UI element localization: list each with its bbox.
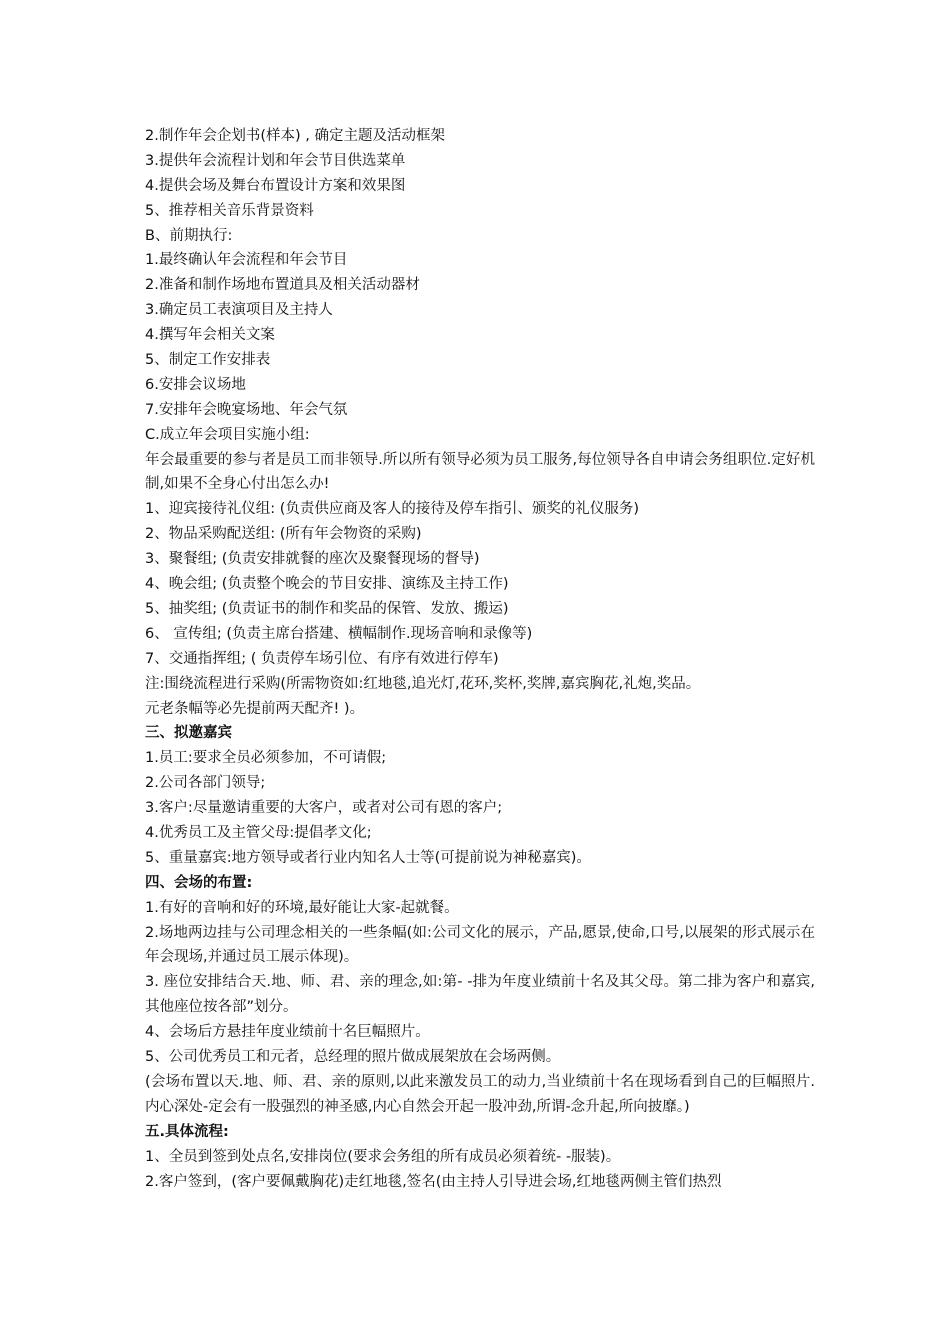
- text-line: 2.准备和制作场地布置道具及相关活动器材: [145, 277, 420, 294]
- text-line: 注:围绕流程进行采购(所需物资如:红地毯,追光灯,花环,奖杯,奖牌,嘉宾胸花,礼炮,奖品。: [145, 675, 701, 692]
- text-line: 3、聚餐组; (负责安排就餐的座次及聚餐现场的督导): [145, 551, 480, 568]
- text-line: 2.客户签到，(客户要佩戴胸花)走红地毯,签名(由主持人引导进会场,红地毯两侧主管们热烈: [145, 1173, 722, 1190]
- paragraph: 年会最重要的参与者是员工而非领导.所以所有领导必须为员工服务,每位领导各自申请会务组职位.定好机制,如果不全身心付出怎么办!: [145, 451, 815, 493]
- document-page: [145, 124, 815, 1194]
- text-line: 7、交通指挥组; ( 负责停车场引位、有序有效进行停车): [145, 650, 499, 667]
- text-line: 1、迎宾接待礼仪组: (负责供应商及客人的接待及停车指引、颁奖的礼仪服务): [145, 501, 640, 518]
- text-line: 1.员工:要求全员必须参加，不可请假;: [145, 750, 387, 767]
- text-line: 6、 宣传组; (负责主席台搭建、横幅制作.现场音响和录像等): [145, 625, 533, 642]
- section-heading: 四、会场的布置:: [145, 874, 253, 891]
- paragraph: 3. 座位安排结合天.地、师、君、亲的理念,如:第- -排为年度业绩前十名及其父母。第二排为客户和嘉宾,其他座位按各部”划分。: [145, 974, 815, 1016]
- text-line: 5、公司优秀员工和元者，总经理的照片做成展架放在会场两侧。: [145, 1049, 561, 1066]
- text-line: 元老条幅等必先提前两天配齐! )。: [145, 700, 365, 717]
- paragraph: 2.场地两边挂与公司理念相关的一些条幅(如:公司文化的展示，产品,愿景,使命,口号,以展架的形式展示在年会现场,并通过员工展示体现)。: [145, 924, 815, 966]
- paragraph: (会场布置以天.地、师、君、亲的原则,以此来激发员工的动力,当业绩前十名在现场看到自己的巨幅照片.内心深处-定会有一股强烈的神圣感,内心自然会开起一股冲劲,所谓-念升起,所向披靡。): [145, 1073, 815, 1115]
- text-line: 5、抽奖组; (负责证书的制作和奖品的保管、发放、搬运): [145, 600, 509, 617]
- text-line: C.成立年会项目实施小组:: [145, 426, 310, 443]
- section-heading: 三、拟邀嘉宾: [145, 725, 232, 742]
- text-line: 7.安排年会晚宴场地、年会气氛: [145, 401, 348, 418]
- section-heading: 五.具体流程:: [145, 1123, 229, 1140]
- text-line: 4、晚会组; (负责整个晚会的节目安排、演练及主持工作): [145, 576, 509, 593]
- text-line: 3.客户:尽量邀请重要的大客户，或者对公司有恩的客户;: [145, 800, 503, 817]
- text-line: 4.提供会场及舞台布置设计方案和效果图: [145, 177, 406, 194]
- text-line: 4.撰写年会相关文案: [145, 327, 275, 344]
- text-line: 2、物品采购配送组: (所有年会物资的采购): [145, 526, 422, 543]
- text-line: 5、推荐相关音乐背景资料: [145, 202, 314, 219]
- text-line: 1.最终确认年会流程和年会节目: [145, 252, 348, 269]
- text-line: 1、全员到签到处点名,安排岗位(要求会务组的所有成员必须着统- -服装)。: [145, 1148, 621, 1165]
- text-line: 5、重量嘉宾:地方领导或者行业内知名人士等(可提前说为神秘嘉宾)。: [145, 849, 591, 866]
- text-line: 2.制作年会企划书(样本) , 确定主题及活动框架: [145, 128, 445, 144]
- text-line: 2.公司各部门领导;: [145, 775, 266, 792]
- text-line: 4.优秀员工及主管父母:提倡孝文化;: [145, 824, 372, 841]
- text-line: B、前期执行:: [145, 227, 233, 244]
- text-line: 6.安排会议场地: [145, 376, 246, 393]
- text-line: 4、会场后方悬挂年度业绩前十名巨幅照片。: [145, 1024, 430, 1041]
- text-line: 3.提供年会流程计划和年会节目供选菜单: [145, 152, 406, 169]
- text-line: 3.确定员工表演项目及主持人: [145, 302, 333, 319]
- text-line: 1.有好的音响和好的环境,最好能让大家-起就餐。: [145, 899, 459, 916]
- text-line: 5、制定工作安排表: [145, 352, 271, 369]
